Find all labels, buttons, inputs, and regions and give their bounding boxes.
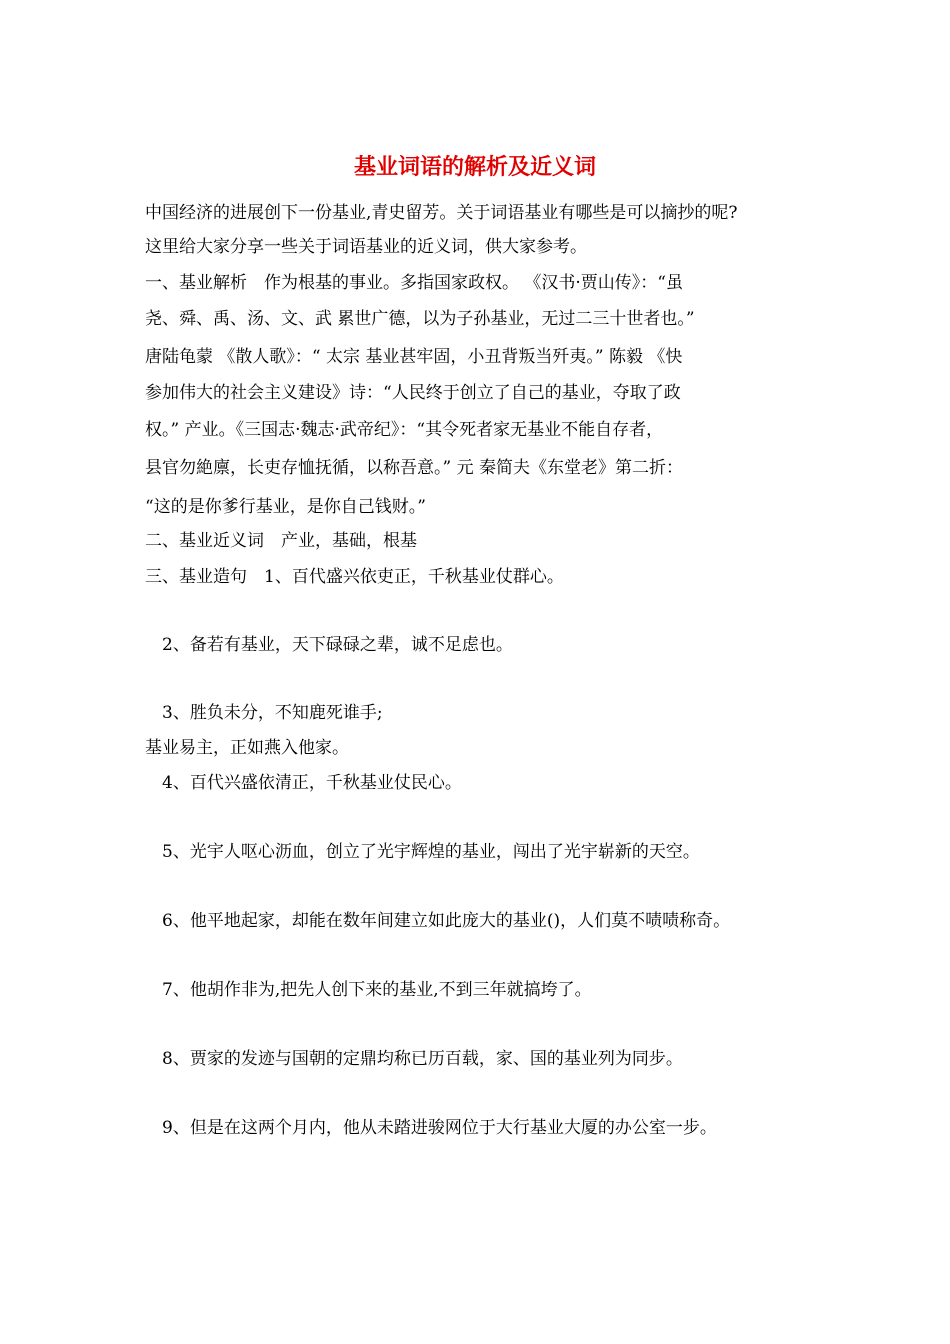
section1-line-3: 唐陆龟蒙 《散人歌》：“ 太宗 基业甚牢固，小丑背叛当歼夷。” 陈毅 《快 (145, 347, 683, 367)
intro-line-2: 这里给大家分享一些关于词语基业的近义词，供大家参考。 (145, 237, 587, 257)
sentence-3b: 基业易主，正如燕入他家。 (145, 738, 349, 758)
section1-line-1: 一、基业解析 作为根基的事业。多指国家政权。 《汉书·贾山传》：“虽 (145, 273, 683, 293)
sentence-6: 6、他平地起家，却能在数年间建立如此庞大的基业()，人们莫不啧啧称奇。 (162, 911, 731, 931)
section1-line-4: 参加伟大的社会主义建设》诗：“人民终于创立了自己的基业，夺取了政 (145, 383, 681, 403)
section1-line-7: “这的是你爹行基业，是你自己钱财。” (145, 497, 426, 517)
sentence-7: 7、他胡作非为,把先人创下来的基业,不到三年就搞垮了。 (162, 980, 592, 1000)
intro-line-1: 中国经济的进展创下一份基业,青史留芳。关于词语基业有哪些是可以摘抄的呢? (145, 203, 738, 223)
section1-line-5: 权。” 产业。《三国志·魏志·武帝纪》：“其令死者家无基业不能自存者， (145, 420, 664, 440)
sentence-9: 9、但是在这两个月内，他从未踏进骏网位于大行基业大厦的办公室一步。 (162, 1118, 717, 1138)
section1-line-6: 县官勿絶廪，长吏存恤抚循，以称吾意。” 元 秦简夫《东堂老》第二折： (145, 458, 683, 478)
sentence-3a: 3、胜负未分，不知鹿死谁手; (162, 703, 383, 723)
document-title: 基业词语的解析及近义词 (353, 154, 596, 180)
sentence-5: 5、光宇人呕心沥血，创立了光宇辉煌的基业，闯出了光宇崭新的天空。 (162, 842, 700, 862)
sentence-8: 8、贾家的发迹与国朝的定鼎均称已历百载，家、国的基业列为同步。 (162, 1049, 683, 1069)
section3-heading: 三、基业造句 1、百代盛兴依吏正，千秋基业仗群心。 (145, 567, 564, 587)
sentence-4: 4、百代兴盛依清正，千秋基业仗民心。 (162, 773, 462, 793)
section2-line: 二、基业近义词 产业，基础，根基 (145, 531, 417, 551)
section1-line-2: 尧、舜、禹、汤、文、武 累世广德，以为子孙基业，无过二三十世者也。” (145, 309, 695, 329)
sentence-2: 2、备若有基业，天下碌碌之辈，诚不足虑也。 (162, 635, 513, 655)
